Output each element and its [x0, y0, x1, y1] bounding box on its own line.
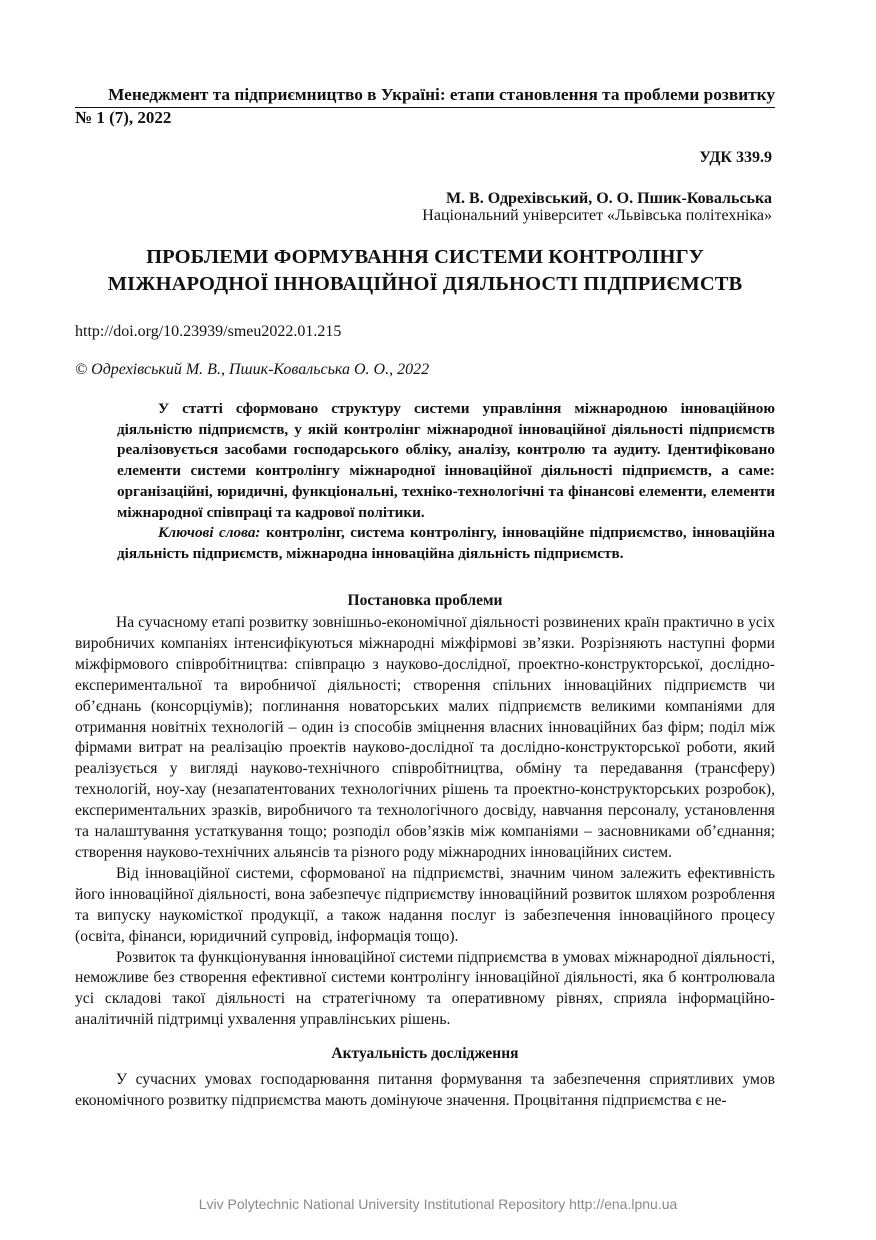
paragraph: У сучасних умовах господарювання питання формування та забезпечення сприятливих умов економічного розвитку підприємства мають домінуюче значення. Процвітання підприємства є не-	[75, 1071, 775, 1109]
paragraph: Від інноваційної системи, сформованої на підприємстві, значним чином залежить ефективність його інноваційної діяльності, вона забезпечує підприємству інноваційний розвиток шляхом розроблення та випуску наукомісткої продукції, а також надання послуг із забезпечення інноваційного процесу (освіта, фінанси, юридичний супровід, інформація тощо).	[75, 864, 775, 945]
repository-footer: Lviv Polytechnic National University Institutional Repository http://ena.lpnu.ua	[198, 1196, 678, 1212]
authors: М. В. Одрехівський, О. О. Пшик-Ковальська	[445, 190, 772, 207]
section-body-relevance	[75, 1070, 775, 1112]
section-heading-relevance: Актуальність дослідження	[331, 1045, 519, 1062]
paragraph: На сучасному етапі розвитку зовнішньо-економічної діяльності розвинених країн практично в усіх виробничих компаніях інтенсифікуються міжнародні міжфірмові зв’язки. Розрізняють наступні форми міжфірмового співробітництва: співпрацю з науково-дослідної, проектно-конструкторської, дослідно-експериментальної та виробничої діяльності; створення спільних інноваційних підприємств чи об’єднань (консорціумів); поглинання новаторських малих підприємств великими компаніями для отримання новітніх технологій – один із способів зміцнення власних інноваційних баз фірм; поділ між фірмами витрат на реалізацію проектів науково-дослідної та дослідно-конструкторської роботи, який реалізується у вигляді науково-технічного співробітництва, обміну та передавання (трансферу) технологій, ноу-хау (незапатентованих технологічних рішень та проектно-конструкторських розробок), експериментальних зразків, виробничого та технологічного досвіду, навчання персоналу, установлення та налаштування устаткування тощо; розподіл обов’язків між компаніями – засновниками об’єднання; створення науково-технічних альянсів та різного роду міжнародних інноваційних систем.	[75, 614, 775, 861]
abstract-text: У статті сформовано структуру системи управління міжнародною інноваційною діяльністю підприємств, у якій контролінг міжнародної інноваційної діяльності підприємств реалізовується засобами господарського обліку, аналізу, контролю та аудиту. Ідентифіковано елементи системи контролінгу міжнародної інноваційної діяльності підприємств, а саме: організаційні, юридичні, функціональні, техніко-технологічні та фінансові елементи, елементи міжнародної співпраці та кадрової політики.	[117, 400, 775, 521]
udk-code: УДК 339.9	[699, 149, 772, 166]
keywords	[117, 523, 775, 564]
article-title-line-1: ПРОБЛЕМИ ФОРМУВАННЯ СИСТЕМИ КОНТРОЛІНГУ	[146, 246, 704, 268]
paragraph: Розвиток та функціонування інноваційної системи підприємства в умовах міжнародної діяльності, неможливе без створення ефективної системи контролінгу інноваційної діяльності, яка б контролювала усі складові такої діяльності на стратегічному та оперативному рівнях, сприяла інформаційно-аналітичній підтримці ухвалення управлінських рішень.	[75, 948, 775, 1029]
affiliation: Національний університет «Львівська політехніка»	[422, 207, 772, 224]
article-title	[75, 244, 775, 298]
keywords-label: Ключові слова:	[158, 524, 261, 542]
abstract	[117, 399, 775, 565]
copyright-notice: © Одрехівський М. В., Пшик-Ковальська О. О., 2022	[75, 361, 430, 378]
section-heading-problem: Постановка проблеми	[347, 592, 503, 609]
article-title-line-2: МІЖНАРОДНОЇ ІННОВАЦІЙНОЇ ДІЯЛЬНОСТІ ПІДПРИЄМСТВ	[107, 273, 743, 295]
issue-number: № 1 (7), 2022	[75, 108, 172, 127]
journal-title-header: Менеджмент та підприємництво в Україні: етапи становлення та проблеми розвитку	[75, 84, 775, 108]
doi-link[interactable]: http://doi.org/10.23939/smeu2022.01.215	[75, 323, 342, 340]
keywords-list: контролінг, система контролінгу, інноваційне підприємство, інноваційна діяльність підприємств, міжнародна інноваційна діяльність підприємств.	[117, 524, 775, 562]
section-body-problem	[75, 613, 775, 1031]
